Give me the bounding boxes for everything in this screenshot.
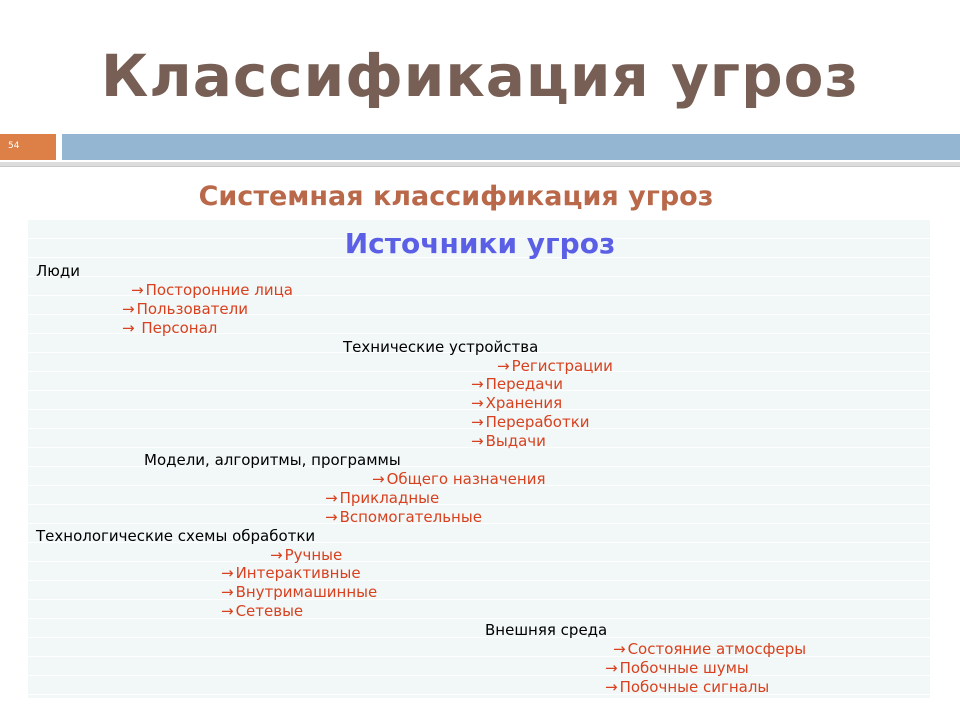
line-text: Ручные [284, 545, 343, 564]
subcategory-item [325, 489, 439, 507]
arrow-right-icon: → [613, 640, 626, 658]
header-rule [0, 162, 960, 167]
subcategory-item [122, 300, 248, 318]
category-label [144, 451, 401, 469]
line-text: Люди [36, 262, 81, 280]
category-label [36, 527, 315, 545]
arrow-right-icon: → [131, 280, 144, 299]
arrow-right-icon: → [270, 545, 283, 564]
line-text: Регистрации [511, 356, 613, 375]
arrow-right-icon: → [372, 469, 385, 488]
line-text: Прикладные [339, 488, 440, 507]
subcategory-item [471, 413, 590, 431]
category-label [343, 338, 538, 356]
slide-number-box [0, 134, 56, 160]
line-text: Интерактивные [235, 564, 361, 583]
line-text: Передачи [485, 375, 564, 394]
subcategory-item [471, 375, 563, 393]
slide-number: 54 [8, 141, 20, 151]
subcategory-item [471, 394, 562, 412]
arrow-right-icon: → [325, 488, 338, 507]
slide-subtitle: Системная классификация угроз [198, 181, 714, 212]
subcategory-item [325, 508, 482, 526]
header-bar [62, 134, 960, 160]
line-text: Пользователи [136, 299, 248, 318]
line-text: Внутримашинные [235, 583, 378, 602]
line-text: Состояние атмосферы [627, 640, 807, 658]
line-text: Вспомогательные [339, 507, 482, 526]
category-label [36, 262, 80, 280]
subcategory-item [372, 470, 545, 488]
subcategory-item [270, 546, 342, 564]
line-text: Хранения [485, 394, 563, 413]
subcategory-item [613, 640, 806, 658]
arrow-right-icon: → [605, 677, 618, 696]
subcategory-item [605, 678, 769, 696]
arrow-right-icon: → [221, 583, 234, 602]
slide-title: Классификация угроз [100, 42, 860, 110]
arrow-right-icon: → [471, 432, 484, 451]
line-text: Персонал [136, 318, 218, 337]
line-text: Модели, алгоритмы, программы [144, 451, 401, 469]
line-text: Общего назначения [386, 469, 546, 488]
subcategory-item [471, 432, 546, 450]
arrow-right-icon: → [122, 299, 135, 318]
line-text: Выдачи [485, 432, 546, 451]
category-label [485, 621, 607, 639]
arrow-right-icon: → [221, 564, 234, 583]
subcategory-item [221, 564, 361, 582]
line-text: Побочные шумы [619, 658, 749, 677]
line-text: Посторонние лица [145, 280, 293, 299]
subcategory-item [221, 602, 303, 620]
line-text: Внешняя среда [485, 621, 608, 640]
line-text: Побочные сигналы [619, 677, 770, 696]
arrow-right-icon: → [122, 318, 135, 337]
subcategory-item [497, 357, 613, 375]
panel-title: Источники угроз [344, 227, 616, 260]
line-text: Сетевые [235, 602, 304, 621]
line-text: Переработки [485, 413, 590, 432]
arrow-right-icon: → [221, 602, 234, 621]
arrow-right-icon: → [471, 413, 484, 432]
subcategory-item [605, 659, 749, 677]
arrow-right-icon: → [471, 394, 484, 413]
arrow-right-icon: → [325, 507, 338, 526]
arrow-right-icon: → [471, 375, 484, 394]
arrow-right-icon: → [497, 356, 510, 375]
subcategory-item [221, 583, 377, 601]
subcategory-item [122, 319, 217, 337]
subcategory-item [131, 281, 293, 299]
line-text: Технические устройства [343, 337, 539, 356]
arrow-right-icon: → [605, 658, 618, 677]
line-text: Технологические схемы обработки [36, 526, 316, 545]
